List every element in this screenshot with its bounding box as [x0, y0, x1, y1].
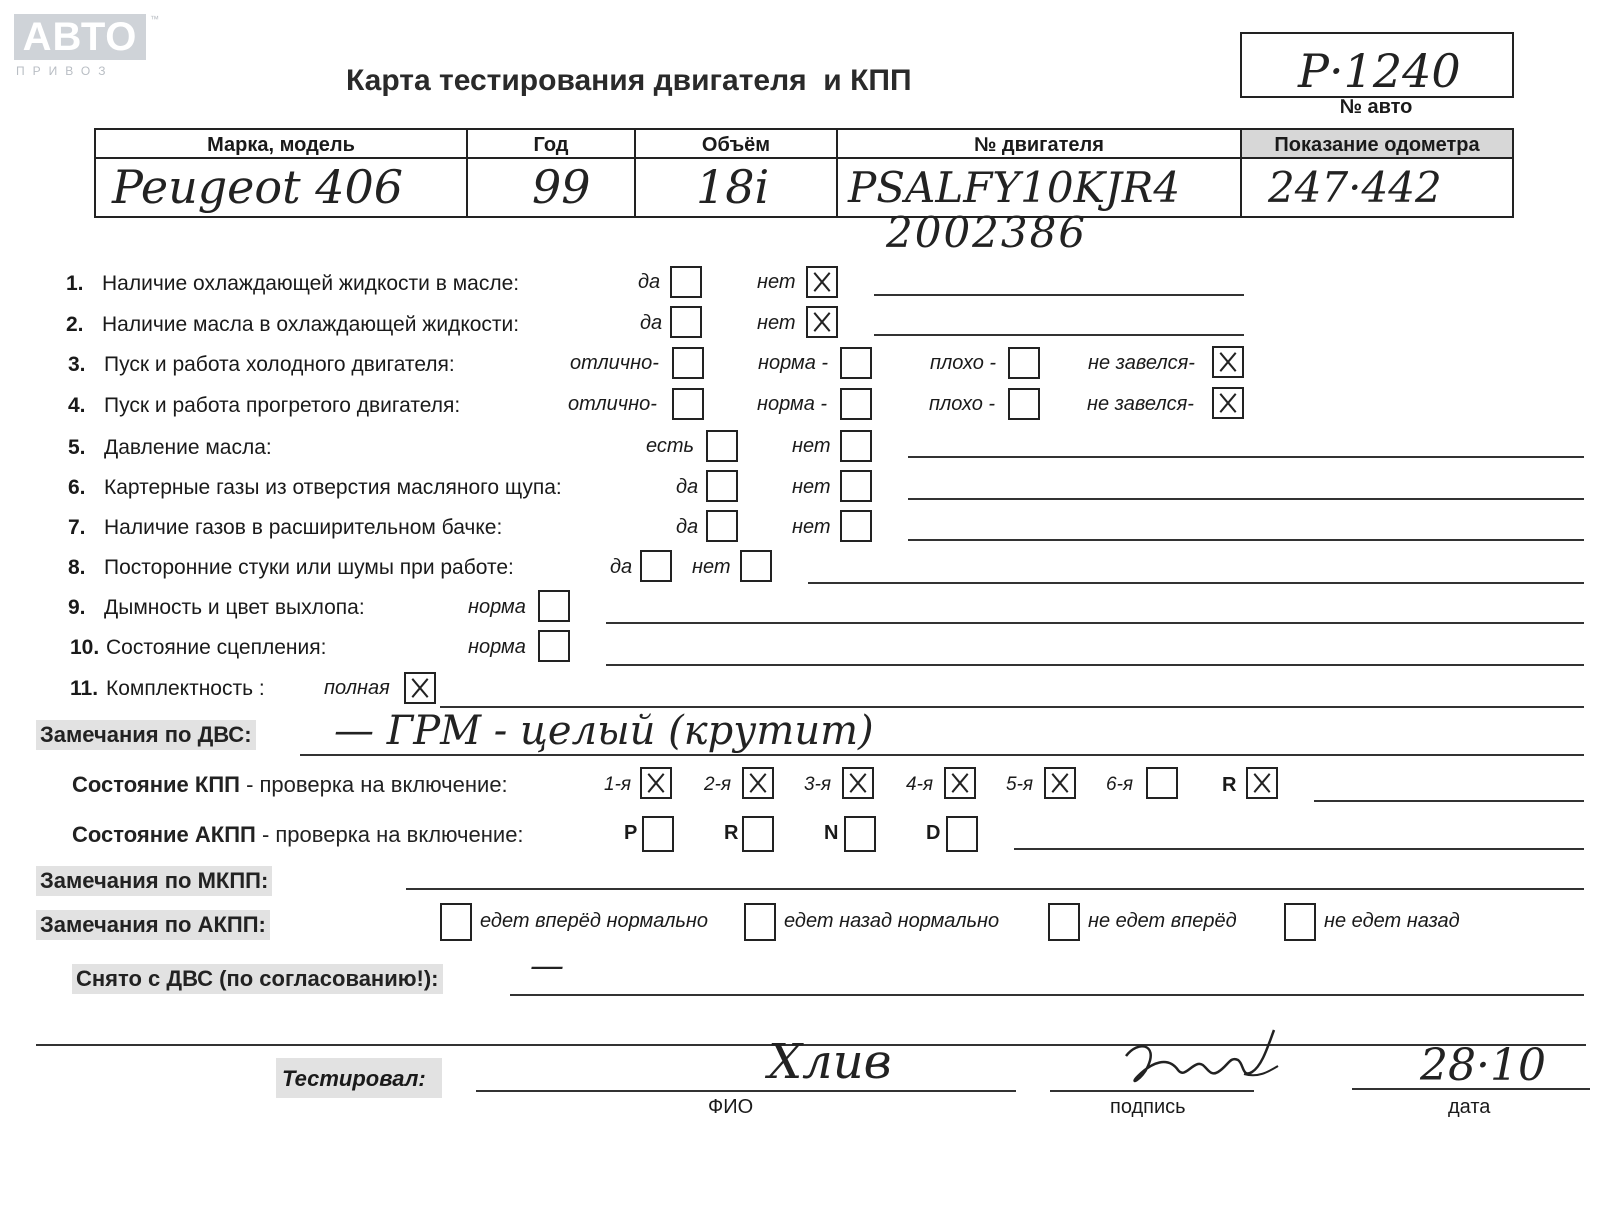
q4-text: Пуск и работа прогретого двигателя: — [104, 394, 461, 417]
akpp-n-checkbox[interactable] — [844, 816, 876, 852]
q3-ploho-label: плохо - — [930, 352, 997, 374]
akpp-forward-ok-checkbox[interactable] — [440, 903, 472, 941]
q8-da-label: да — [610, 556, 633, 578]
q3-ne-zavelsya-label: не завелся- — [1088, 352, 1195, 374]
mkpp-remarks-label: Замечания по МКПП: — [36, 866, 272, 896]
q7-text: Наличие газов в расширительном бачке: — [104, 516, 503, 539]
q10-number: 10. — [70, 636, 100, 659]
q4-ploho-label: плохо - — [929, 393, 996, 415]
q4-norma-checkbox[interactable] — [840, 388, 872, 420]
dvs-remarks-line — [300, 754, 1584, 756]
logo-trademark: ™ — [150, 14, 159, 24]
q6-net-checkbox[interactable] — [840, 470, 872, 502]
auto-number-value: P·1240 — [1298, 44, 1461, 98]
page-title: Карта тестирования двигателя и КПП — [346, 64, 912, 97]
kpp-label-rest: - проверка на включение: — [239, 772, 508, 797]
q6-notes-line — [908, 498, 1584, 500]
q1-da-label: да — [638, 271, 661, 293]
removed-value: — — [530, 946, 564, 986]
q9-text: Дымность и цвет выхлопа: — [104, 596, 365, 619]
cell-year — [467, 158, 635, 217]
akpp-r-label: R — [724, 822, 739, 844]
gear-r-checkbox[interactable] — [1246, 767, 1278, 799]
header-odometer: Показание одометра — [1241, 129, 1513, 158]
q6-da-checkbox[interactable] — [706, 470, 738, 502]
gear-6-label: 6-я — [1106, 774, 1134, 795]
q7-number: 7. — [68, 516, 86, 539]
q8-notes-line — [808, 582, 1584, 584]
value-engine-number: PSALFY10KJR4 — [848, 162, 1181, 212]
q4-ne-zavelsya-checkbox[interactable] — [1212, 387, 1244, 419]
logo-text: АВТО — [14, 14, 146, 60]
tested-label: Тестировал: — [282, 1066, 426, 1091]
kpp-label-bold: Состояние КПП — [72, 772, 240, 797]
akpp-label-rest: - проверка на включение: — [255, 822, 524, 847]
q1-number: 1. — [66, 272, 84, 295]
q5-est-label: есть — [646, 435, 695, 457]
akpp-label — [72, 822, 524, 848]
q1-da-checkbox[interactable] — [670, 266, 702, 298]
q9-norma-label: норма — [468, 596, 526, 618]
q1-notes-line — [874, 294, 1244, 296]
q7-da-checkbox[interactable] — [706, 510, 738, 542]
signature-image — [1118, 1026, 1288, 1096]
q11-polnaya-label: полная — [324, 677, 390, 699]
date-label: дата — [1448, 1096, 1491, 1118]
fio-label: ФИО — [708, 1096, 754, 1118]
value-odometer: 247·442 — [1268, 162, 1442, 212]
q6-number: 6. — [68, 476, 86, 499]
mkpp-remarks-line — [406, 888, 1584, 890]
akpp-n-label: N — [824, 822, 839, 844]
q7-net-checkbox[interactable] — [840, 510, 872, 542]
value-year: 99 — [532, 160, 591, 215]
akpp-p-checkbox[interactable] — [642, 816, 674, 852]
q11-number: 11. — [70, 677, 99, 700]
q8-text: Посторонние стуки или шумы при работе: — [104, 556, 514, 579]
akpp-no-backward-label: не едет назад — [1324, 910, 1460, 932]
q3-number: 3. — [68, 353, 86, 376]
cell-odometer — [1241, 158, 1513, 217]
q8-number: 8. — [68, 556, 86, 579]
q2-notes-line — [874, 334, 1244, 336]
q9-number: 9. — [68, 596, 86, 619]
fio-line — [476, 1090, 1016, 1092]
q8-net-label: нет — [692, 556, 731, 578]
tested-fio-value: Хлив — [768, 1034, 892, 1090]
q2-da-label: да — [640, 312, 663, 334]
gear-1-label: 1-я — [604, 774, 632, 795]
q9-norma-checkbox[interactable] — [538, 590, 570, 622]
date-value: 28·10 — [1420, 1040, 1546, 1091]
q2-text: Наличие масла в охлаждающей жидкости: — [102, 313, 520, 336]
q1-text: Наличие охлаждающей жидкости в масле: — [102, 272, 520, 295]
q3-text: Пуск и работа холодного двигателя: — [104, 353, 455, 376]
table-value-row — [95, 158, 1513, 217]
gear-6-checkbox[interactable] — [1146, 767, 1178, 799]
q4-ploho-checkbox[interactable] — [1008, 388, 1040, 420]
q8-da-checkbox[interactable] — [640, 550, 672, 582]
q2-number: 2. — [66, 313, 84, 336]
gear-3-label: 3-я — [804, 774, 832, 795]
vehicle-table — [94, 128, 1514, 218]
auto-number-label: № авто — [1339, 96, 1413, 118]
gear-2-label: 2-я — [704, 774, 732, 795]
akpp-p-label: P — [624, 822, 638, 844]
gear-r-label: R — [1222, 774, 1237, 796]
akpp-no-backward-checkbox[interactable] — [1284, 903, 1316, 941]
signature-label: подпись — [1110, 1096, 1186, 1118]
logo — [14, 14, 159, 84]
q8-net-checkbox[interactable] — [740, 550, 772, 582]
q4-ne-zavelsya-label: не завелся- — [1087, 393, 1194, 415]
dvs-remarks-label: Замечания по ДВС: — [36, 720, 256, 750]
gear-1-checkbox[interactable] — [640, 767, 672, 799]
akpp-label-bold: Состояние АКПП — [72, 822, 256, 847]
cell-volume — [635, 158, 837, 217]
q4-norma-label: норма - — [757, 393, 828, 415]
q1-net-checkbox[interactable] — [806, 266, 838, 298]
gear-4-checkbox[interactable] — [944, 767, 976, 799]
gear-4-label: 4-я — [906, 774, 934, 795]
q5-text: Давление масла: — [104, 436, 272, 459]
table-header-row — [95, 129, 1513, 158]
dvs-remarks-value: — ГРМ - целый (крутит) — [334, 708, 874, 754]
q5-number: 5. — [68, 436, 86, 459]
q3-norma-label: норма - — [758, 352, 829, 374]
akpp-no-forward-label: не едет вперёд — [1088, 910, 1237, 932]
q11-text: Комплектность : — [106, 677, 265, 700]
q3-otlichno-checkbox[interactable] — [672, 347, 704, 379]
q6-text: Картерные газы из отверстия масляного щупа: — [104, 476, 562, 499]
q10-notes-line — [606, 664, 1584, 666]
q2-da-checkbox[interactable] — [670, 306, 702, 338]
gear-5-label: 5-я — [1006, 774, 1034, 795]
removed-label: Снято с ДВС (по согласованию!): — [72, 964, 443, 994]
q2-net-checkbox[interactable] — [806, 306, 838, 338]
q4-number: 4. — [68, 394, 86, 417]
q7-net-label: нет — [792, 516, 831, 538]
value-volume: 18i — [696, 160, 770, 215]
q3-ne-zavelsya-checkbox[interactable] — [1212, 346, 1244, 378]
gear-3-checkbox[interactable] — [842, 767, 874, 799]
akpp-backward-ok-label: едет назад нормально — [784, 910, 1000, 932]
akpp-no-forward-checkbox[interactable] — [1048, 903, 1080, 941]
q7-notes-line — [908, 539, 1584, 541]
q3-norma-checkbox[interactable] — [840, 347, 872, 379]
q3-otlichno-label: отлично- — [570, 352, 659, 374]
akpp-backward-ok-checkbox[interactable] — [744, 903, 776, 941]
q5-net-label: нет — [792, 435, 831, 457]
akpp-d-checkbox[interactable] — [946, 816, 978, 852]
q1-net-label: нет — [757, 271, 796, 293]
cell-make-model — [95, 158, 467, 217]
q5-net-checkbox[interactable] — [840, 430, 872, 462]
gear-5-checkbox[interactable] — [1044, 767, 1076, 799]
q4-otlichno-checkbox[interactable] — [672, 388, 704, 420]
q10-norma-label: норма — [468, 636, 526, 658]
removed-line — [510, 994, 1584, 996]
q9-notes-line — [606, 622, 1584, 624]
q5-notes-line — [908, 456, 1584, 458]
engine-number-line2: 2002386 — [886, 208, 1088, 257]
kpp-label — [72, 772, 508, 798]
header-engine-number: № двигателя — [837, 129, 1241, 158]
q2-net-label: нет — [757, 312, 796, 334]
kpp-notes-line — [1314, 800, 1584, 802]
akpp-r-checkbox[interactable] — [742, 816, 774, 852]
date-line — [1352, 1088, 1590, 1090]
akpp-d-label: D — [926, 822, 941, 844]
header-make-model: Марка, модель — [95, 129, 467, 158]
akpp-forward-ok-label: едет вперёд нормально — [480, 910, 709, 932]
q6-net-label: нет — [792, 476, 831, 498]
q5-est-checkbox[interactable] — [706, 430, 738, 462]
signature-line — [1050, 1090, 1254, 1092]
q10-text: Состояние сцепления: — [106, 636, 327, 659]
header-year: Год — [467, 129, 635, 158]
gear-2-checkbox[interactable] — [742, 767, 774, 799]
value-make-model: Peugeot 406 — [112, 160, 404, 215]
q6-da-label: да — [676, 476, 699, 498]
q11-polnaya-checkbox[interactable] — [404, 672, 436, 704]
akpp-notes-line — [1014, 848, 1584, 850]
q4-otlichno-label: отлично- — [568, 393, 657, 415]
akpp-remarks-label: Замечания по АКПП: — [36, 910, 270, 940]
q7-da-label: да — [676, 516, 699, 538]
q10-norma-checkbox[interactable] — [538, 630, 570, 662]
logo-subtitle: ПРИВОЗ — [16, 64, 114, 78]
header-volume: Объём — [635, 129, 837, 158]
q3-ploho-checkbox[interactable] — [1008, 347, 1040, 379]
